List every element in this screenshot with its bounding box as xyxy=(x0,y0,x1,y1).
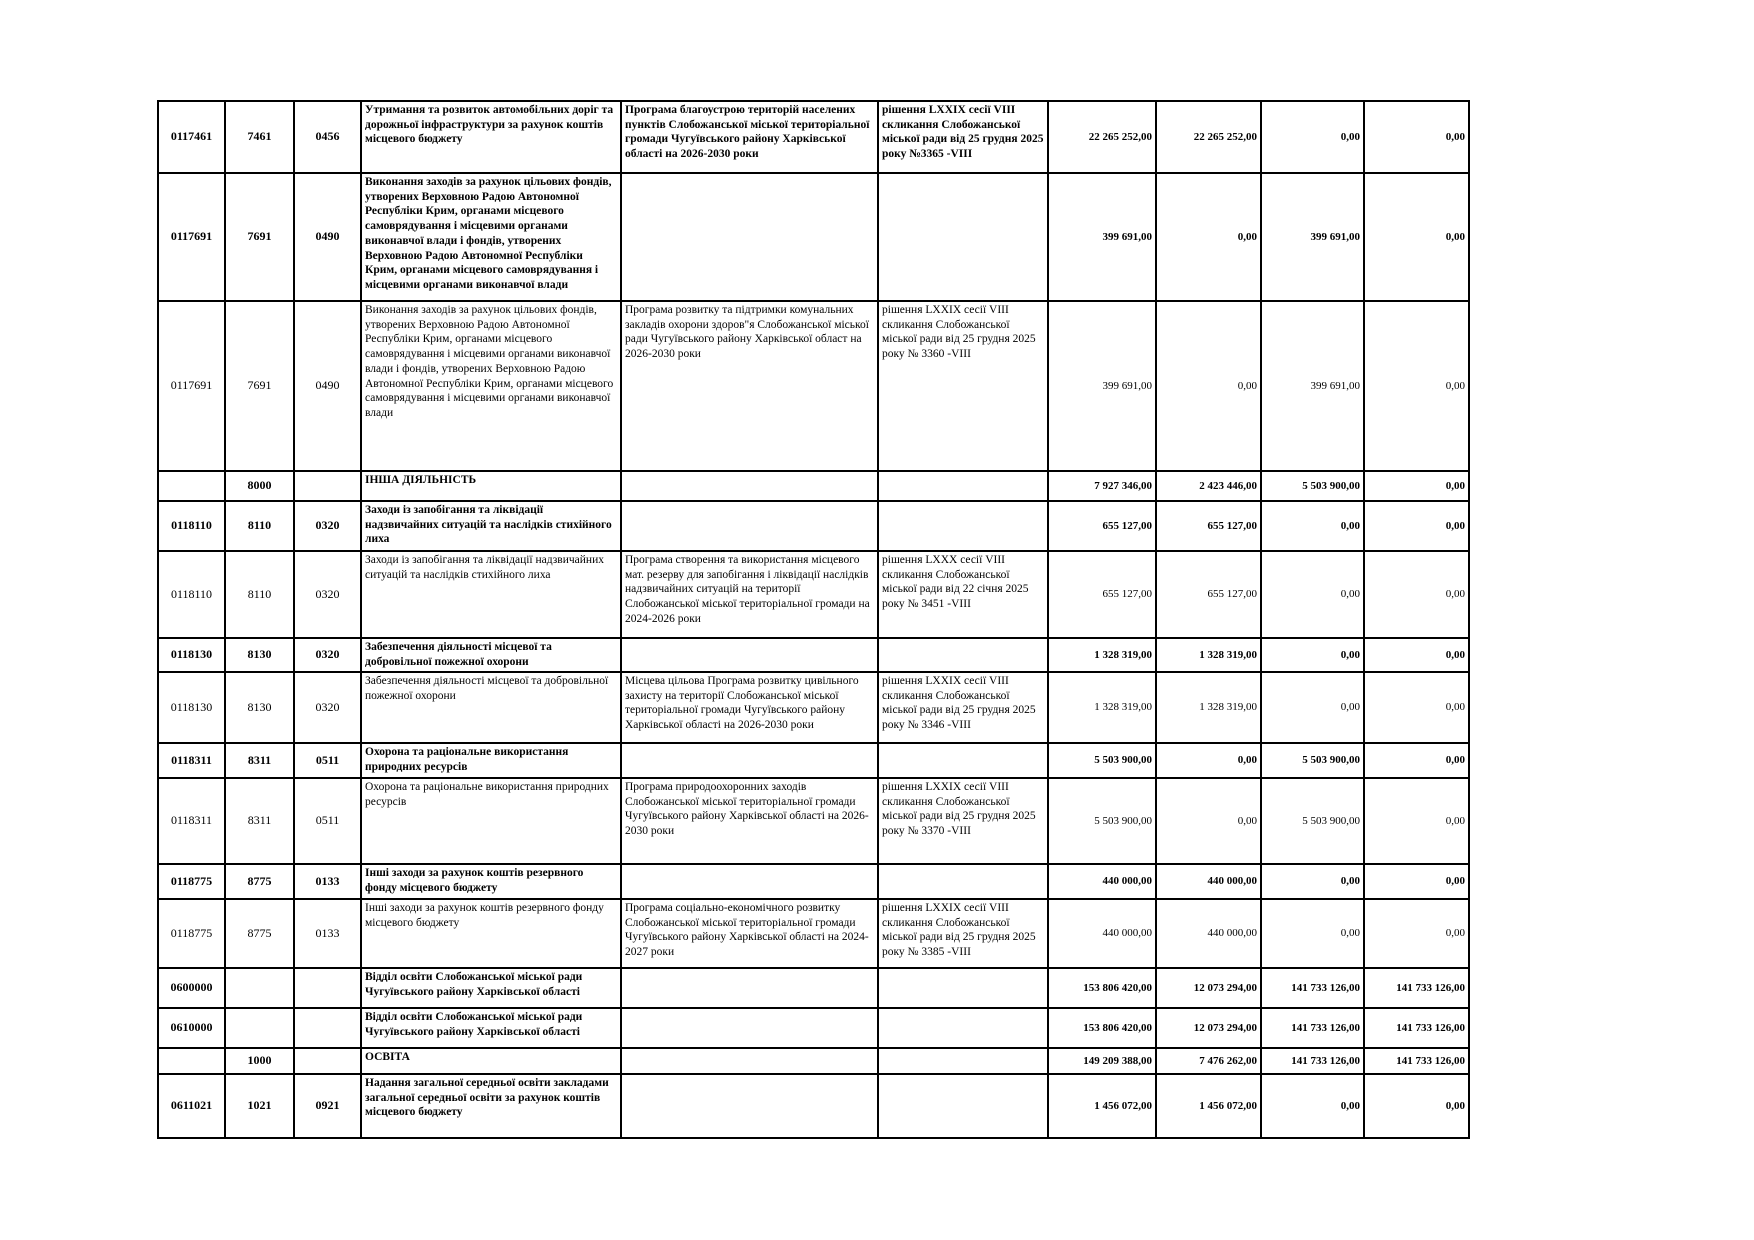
cell-functional-code: 0320 xyxy=(294,672,361,743)
cell-general-fund: 655 127,00 xyxy=(1156,501,1261,551)
cell-decision-reference xyxy=(878,1048,1048,1074)
cell-development-budget: 0,00 xyxy=(1364,672,1469,743)
cell-decision-reference xyxy=(878,1074,1048,1138)
cell-functional-code xyxy=(294,1008,361,1048)
cell-expense-name: ІНША ДІЯЛЬНІСТЬ xyxy=(361,471,621,501)
cell-special-fund: 0,00 xyxy=(1261,638,1364,672)
cell-program-code: 0118110 xyxy=(158,551,225,638)
cell-total-amount: 1 328 319,00 xyxy=(1048,672,1156,743)
cell-special-fund: 0,00 xyxy=(1261,672,1364,743)
cell-program-name xyxy=(621,471,878,501)
cell-typed-code: 8130 xyxy=(225,638,294,672)
cell-special-fund: 141 733 126,00 xyxy=(1261,1008,1364,1048)
cell-development-budget: 0,00 xyxy=(1364,301,1469,471)
cell-program-code: 0611021 xyxy=(158,1074,225,1138)
cell-expense-name: Інші заходи за рахунок коштів резервного фонду місцевого бюджету xyxy=(361,899,621,968)
cell-development-budget: 0,00 xyxy=(1364,743,1469,778)
cell-functional-code: 0133 xyxy=(294,899,361,968)
cell-program-name: Програма благоустрою територій населених пунктів Слобожанської міської територіальної громади Чугуївського району Харківської області на 2026-2030 роки xyxy=(621,101,878,173)
cell-total-amount: 5 503 900,00 xyxy=(1048,778,1156,864)
cell-general-fund: 1 456 072,00 xyxy=(1156,1074,1261,1138)
cell-functional-code: 0511 xyxy=(294,778,361,864)
cell-decision-reference xyxy=(878,501,1048,551)
cell-decision-reference xyxy=(878,173,1048,301)
cell-expense-name: Охорона та раціональне використання природних ресурсів xyxy=(361,778,621,864)
cell-typed-code: 7461 xyxy=(225,101,294,173)
cell-functional-code: 0490 xyxy=(294,301,361,471)
cell-special-fund: 0,00 xyxy=(1261,501,1364,551)
cell-program-name xyxy=(621,501,878,551)
cell-functional-code: 0320 xyxy=(294,501,361,551)
cell-program-name: Програма природоохоронних заходів Слобожанської міської територіальної громади Чугуївського району Харківської області на 2026-2030 роки xyxy=(621,778,878,864)
cell-special-fund: 0,00 xyxy=(1261,1074,1364,1138)
cell-program-code xyxy=(158,471,225,501)
table-row xyxy=(158,1008,1469,1048)
cell-typed-code: 8775 xyxy=(225,899,294,968)
cell-program-code: 0118130 xyxy=(158,672,225,743)
cell-program-name xyxy=(621,173,878,301)
cell-special-fund: 0,00 xyxy=(1261,864,1364,899)
cell-total-amount: 1 328 319,00 xyxy=(1048,638,1156,672)
cell-functional-code xyxy=(294,471,361,501)
cell-expense-name: Забезпечення діяльності місцевої та добровільної пожежної охорони xyxy=(361,672,621,743)
cell-program-name xyxy=(621,1048,878,1074)
cell-development-budget: 0,00 xyxy=(1364,899,1469,968)
cell-expense-name: Утримання та розвиток автомобільних доріг та дорожньої інфраструктури за рахунок коштів місцевого бюджету xyxy=(361,101,621,173)
cell-program-name: Програма створення та використання місцевого мат. резерву для запобігання і ліквідації наслідків надзвичайних ситуацій на території Слобожанської міської територіальної громади на 2024-2026 роки xyxy=(621,551,878,638)
cell-total-amount: 399 691,00 xyxy=(1048,301,1156,471)
cell-program-code: 0117691 xyxy=(158,301,225,471)
cell-special-fund: 5 503 900,00 xyxy=(1261,471,1364,501)
cell-decision-reference xyxy=(878,864,1048,899)
cell-general-fund: 0,00 xyxy=(1156,301,1261,471)
cell-development-budget: 0,00 xyxy=(1364,471,1469,501)
cell-program-name xyxy=(621,1074,878,1138)
cell-program-code: 0118110 xyxy=(158,501,225,551)
cell-decision-reference: рішення LXXIX сесії VIII скликання Слобожанської міської ради від 25 грудня 2025 року №3365 -VIII xyxy=(878,101,1048,173)
cell-program-code: 0118775 xyxy=(158,899,225,968)
table-row xyxy=(158,638,1469,672)
cell-special-fund: 0,00 xyxy=(1261,899,1364,968)
cell-program-name xyxy=(621,968,878,1008)
table-row xyxy=(158,471,1469,501)
cell-special-fund: 0,00 xyxy=(1261,101,1364,173)
cell-decision-reference xyxy=(878,968,1048,1008)
table-row xyxy=(158,173,1469,301)
cell-general-fund: 440 000,00 xyxy=(1156,864,1261,899)
table-row xyxy=(158,743,1469,778)
cell-functional-code: 0456 xyxy=(294,101,361,173)
cell-decision-reference xyxy=(878,1008,1048,1048)
cell-program-name xyxy=(621,638,878,672)
cell-total-amount: 1 456 072,00 xyxy=(1048,1074,1156,1138)
cell-decision-reference xyxy=(878,743,1048,778)
cell-total-amount: 440 000,00 xyxy=(1048,864,1156,899)
cell-total-amount: 399 691,00 xyxy=(1048,173,1156,301)
cell-program-code: 0610000 xyxy=(158,1008,225,1048)
cell-general-fund: 12 073 294,00 xyxy=(1156,968,1261,1008)
budget-table-body xyxy=(158,101,1469,1138)
cell-total-amount: 655 127,00 xyxy=(1048,501,1156,551)
cell-general-fund: 440 000,00 xyxy=(1156,899,1261,968)
cell-functional-code: 0133 xyxy=(294,864,361,899)
cell-decision-reference: рішення LXXIX сесії VIII скликання Слобожанської міської ради від 25 грудня 2025 року № 3370 -VIII xyxy=(878,778,1048,864)
cell-expense-name: Заходи із запобігання та ліквідації надзвичайних ситуацій та наслідків стихійного лиха xyxy=(361,501,621,551)
table-row xyxy=(158,899,1469,968)
cell-functional-code xyxy=(294,1048,361,1074)
cell-functional-code: 0511 xyxy=(294,743,361,778)
cell-total-amount: 655 127,00 xyxy=(1048,551,1156,638)
cell-program-code: 0118311 xyxy=(158,743,225,778)
cell-special-fund: 0,00 xyxy=(1261,551,1364,638)
cell-expense-name: Забезпечення діяльності місцевої та добровільної пожежної охорони xyxy=(361,638,621,672)
cell-typed-code: 8311 xyxy=(225,743,294,778)
cell-functional-code: 0490 xyxy=(294,173,361,301)
cell-general-fund: 12 073 294,00 xyxy=(1156,1008,1261,1048)
cell-typed-code: 8311 xyxy=(225,778,294,864)
cell-typed-code: 7691 xyxy=(225,173,294,301)
cell-typed-code xyxy=(225,968,294,1008)
cell-special-fund: 141 733 126,00 xyxy=(1261,1048,1364,1074)
cell-program-code: 0117461 xyxy=(158,101,225,173)
cell-program-code: 0118311 xyxy=(158,778,225,864)
cell-development-budget: 0,00 xyxy=(1364,101,1469,173)
table-row xyxy=(158,1074,1469,1138)
cell-general-fund: 0,00 xyxy=(1156,743,1261,778)
cell-development-budget: 0,00 xyxy=(1364,551,1469,638)
cell-general-fund: 7 476 262,00 xyxy=(1156,1048,1261,1074)
cell-program-code: 0600000 xyxy=(158,968,225,1008)
table-row xyxy=(158,968,1469,1008)
cell-general-fund: 1 328 319,00 xyxy=(1156,672,1261,743)
cell-expense-name: Виконання заходів за рахунок цільових фондів, утворених Верховною Радою Автономної Республіки Крим, органами місцевого самоврядування і місцевими органами виконавчої влади і фондів, утворених Верховною Радою Автономної Республіки Крим, органами місцевого самоврядування і місцевими органами виконавчої влади xyxy=(361,301,621,471)
cell-expense-name: Відділ освіти Слобожанської міської ради Чугуївського району Харківської області xyxy=(361,968,621,1008)
cell-decision-reference xyxy=(878,471,1048,501)
cell-expense-name: Інші заходи за рахунок коштів резервного фонду місцевого бюджету xyxy=(361,864,621,899)
cell-development-budget: 141 733 126,00 xyxy=(1364,1048,1469,1074)
cell-program-code: 0118130 xyxy=(158,638,225,672)
cell-typed-code: 1021 xyxy=(225,1074,294,1138)
cell-development-budget: 0,00 xyxy=(1364,864,1469,899)
cell-program-code: 0117691 xyxy=(158,173,225,301)
cell-program-name xyxy=(621,1008,878,1048)
cell-special-fund: 5 503 900,00 xyxy=(1261,778,1364,864)
cell-development-budget: 0,00 xyxy=(1364,173,1469,301)
cell-program-name xyxy=(621,743,878,778)
cell-special-fund: 399 691,00 xyxy=(1261,301,1364,471)
cell-general-fund: 1 328 319,00 xyxy=(1156,638,1261,672)
cell-general-fund: 22 265 252,00 xyxy=(1156,101,1261,173)
cell-special-fund: 399 691,00 xyxy=(1261,173,1364,301)
cell-decision-reference xyxy=(878,638,1048,672)
cell-total-amount: 153 806 420,00 xyxy=(1048,968,1156,1008)
cell-expense-name: Виконання заходів за рахунок цільових фондів, утворених Верховною Радою Автономної Республіки Крим, органами місцевого самоврядування і місцевими органами виконавчої влади і фондів, утворених Верховною Радою Автономної Республіки Крим, органами місцевого самоврядування і місцевими органами виконавчої влади xyxy=(361,173,621,301)
cell-total-amount: 7 927 346,00 xyxy=(1048,471,1156,501)
cell-decision-reference: рішення LXXIX сесії VIII скликання Слобожанської міської ради від 25 грудня 2025 року № 3385 -VIII xyxy=(878,899,1048,968)
cell-expense-name: Відділ освіти Слобожанської міської ради Чугуївського району Харківської області xyxy=(361,1008,621,1048)
cell-program-name: Місцева цільова Програма розвитку цивільного захисту на території Слобожанської міської територіальної громади Чугуївського району Харківської області на 2026-2030 роки xyxy=(621,672,878,743)
cell-expense-name: Надання загальної середньої освіти закладами загальної середньої освіти за рахунок коштів місцевого бюджету xyxy=(361,1074,621,1138)
table-row xyxy=(158,778,1469,864)
table-row xyxy=(158,501,1469,551)
cell-typed-code xyxy=(225,1008,294,1048)
table-row xyxy=(158,1048,1469,1074)
cell-functional-code xyxy=(294,968,361,1008)
cell-development-budget: 0,00 xyxy=(1364,501,1469,551)
cell-development-budget: 0,00 xyxy=(1364,638,1469,672)
cell-development-budget: 141 733 126,00 xyxy=(1364,1008,1469,1048)
cell-decision-reference: рішення LXXX сесії VIII скликання Слобожанської міської ради від 22 січня 2025 року № 3451 -VIII xyxy=(878,551,1048,638)
cell-typed-code: 8775 xyxy=(225,864,294,899)
cell-typed-code: 8130 xyxy=(225,672,294,743)
cell-total-amount: 149 209 388,00 xyxy=(1048,1048,1156,1074)
cell-typed-code: 7691 xyxy=(225,301,294,471)
table-row xyxy=(158,864,1469,899)
cell-total-amount: 5 503 900,00 xyxy=(1048,743,1156,778)
cell-development-budget: 0,00 xyxy=(1364,778,1469,864)
cell-expense-name: ОСВІТА xyxy=(361,1048,621,1074)
cell-general-fund: 2 423 446,00 xyxy=(1156,471,1261,501)
cell-decision-reference: рішення LXXIX сесії VIII скликання Слобожанської міської ради від 25 грудня 2025 року № 3360 -VIII xyxy=(878,301,1048,471)
cell-typed-code: 8000 xyxy=(225,471,294,501)
cell-development-budget: 0,00 xyxy=(1364,1074,1469,1138)
cell-development-budget: 141 733 126,00 xyxy=(1364,968,1469,1008)
cell-typed-code: 1000 xyxy=(225,1048,294,1074)
cell-program-name: Програма соціально-економічного розвитку Слобожанської міської територіальної громади Чугуївського району Харківської області на 2024-2027 роки xyxy=(621,899,878,968)
budget-table xyxy=(157,100,1470,1139)
cell-general-fund: 655 127,00 xyxy=(1156,551,1261,638)
cell-special-fund: 141 733 126,00 xyxy=(1261,968,1364,1008)
cell-total-amount: 153 806 420,00 xyxy=(1048,1008,1156,1048)
cell-functional-code: 0320 xyxy=(294,551,361,638)
cell-program-code xyxy=(158,1048,225,1074)
cell-total-amount: 440 000,00 xyxy=(1048,899,1156,968)
table-row xyxy=(158,672,1469,743)
cell-special-fund: 5 503 900,00 xyxy=(1261,743,1364,778)
cell-typed-code: 8110 xyxy=(225,501,294,551)
cell-program-name xyxy=(621,864,878,899)
cell-total-amount: 22 265 252,00 xyxy=(1048,101,1156,173)
cell-expense-name: Охорона та раціональне використання природних ресурсів xyxy=(361,743,621,778)
cell-functional-code: 0320 xyxy=(294,638,361,672)
cell-expense-name: Заходи із запобігання та ліквідації надзвичайних ситуацій та наслідків стихійного лиха xyxy=(361,551,621,638)
table-row xyxy=(158,551,1469,638)
cell-typed-code: 8110 xyxy=(225,551,294,638)
table-row xyxy=(158,101,1469,173)
cell-program-code: 0118775 xyxy=(158,864,225,899)
cell-general-fund: 0,00 xyxy=(1156,173,1261,301)
cell-program-name: Програма розвитку та підтримки комунальних закладів охорони здоров"я Слобожанської міської ради Чугуївського району Харківської област на 2026-2030 роки xyxy=(621,301,878,471)
cell-functional-code: 0921 xyxy=(294,1074,361,1138)
cell-general-fund: 0,00 xyxy=(1156,778,1261,864)
cell-decision-reference: рішення LXXIX сесії VIII скликання Слобожанської міської ради від 25 грудня 2025 року № 3346 -VIII xyxy=(878,672,1048,743)
table-row xyxy=(158,301,1469,471)
